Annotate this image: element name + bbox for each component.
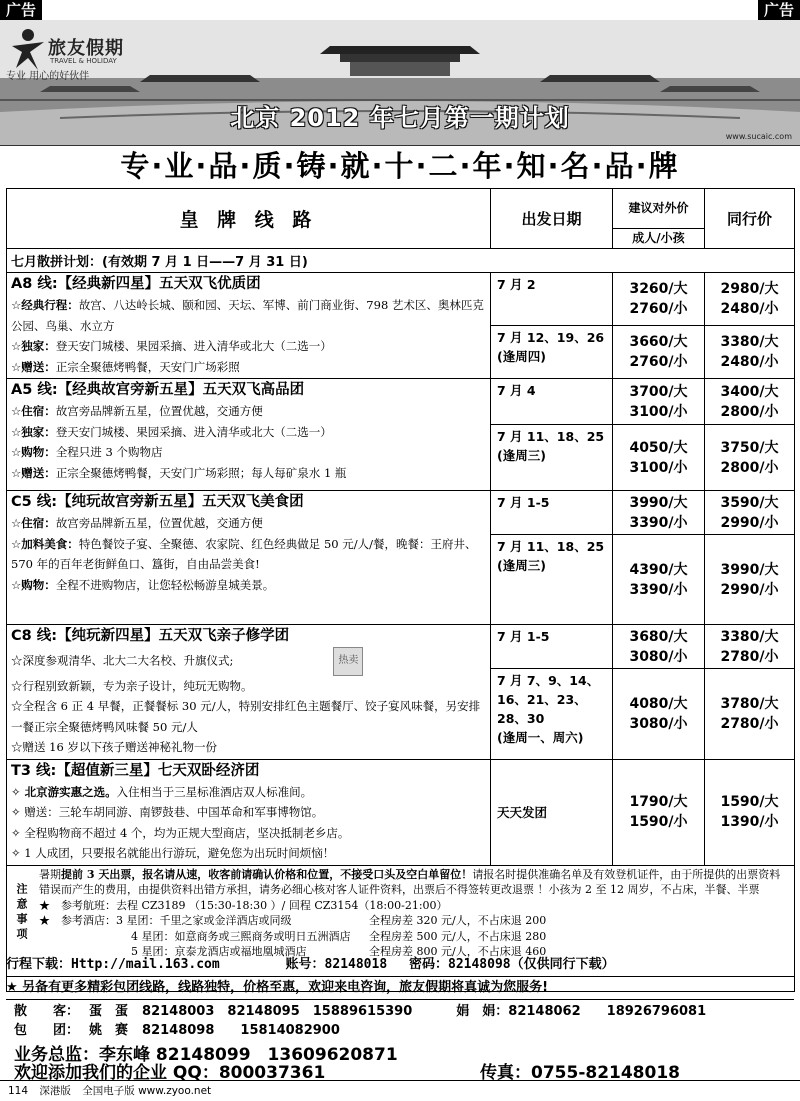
suggest-price: 1790/大 1590/小: [613, 759, 705, 865]
route-detail: ☆独家：登天安门城楼、果园采摘、进入清华或北大（二选一）: [11, 339, 332, 353]
header-date: 出发日期: [491, 189, 613, 249]
route-detail: ☆赠送：正宗全聚德烤鸭餐，天安门广场彩照: [11, 359, 240, 374]
flight-info: ★ 参考航班：去程 CZ3189 （15:30-18:30 ）/ 回程 CZ3154（18:00-21:00）: [39, 898, 448, 912]
departure-date: 7 月 11、18、25 (逢周三): [491, 535, 613, 625]
suggest-price: 3260/大 2760/小: [613, 273, 705, 326]
header-route: 皇 牌 线 路: [7, 189, 491, 249]
route-title: C5 线:【纯玩故宫旁新五星】五天双飞美食团: [11, 494, 304, 510]
route-detail: ✧ 北京游实惠之选。入住相当于三星标准酒店双人标准间。: [11, 784, 313, 799]
hotel-row: 5 星团：京泰龙酒店或福地凰城酒店 全程房差 800 元/人，不占床退 460: [131, 945, 547, 958]
peer-price: 2980/大 2480/小: [705, 273, 795, 326]
contact-row: 散 客： 蛋 蛋 82148003 82148095 15889615390 娟 娟： 82148062 18926796081: [14, 1004, 707, 1019]
suggest-price: 4050/大 3100/小: [613, 425, 705, 491]
photo-credit: www.sucaic.com: [725, 132, 792, 141]
header-suggest-price: 建议对外价: [613, 189, 705, 229]
route-a5: [7, 379, 491, 491]
route-title: T3 线:【超值新三星】七天双卧经济团: [11, 762, 260, 779]
route-title: A5 线:【经典故宫旁新五星】五天双飞高品团: [11, 382, 305, 398]
header-banner: [0, 20, 800, 146]
suggest-price: 4080/大 3080/小: [613, 669, 705, 759]
header-adult-child: 成人/小孩: [613, 229, 705, 249]
page-footer: [0, 1080, 800, 1101]
notes-label: 注意事项: [15, 883, 28, 943]
route-detail: ☆全程含 6 正 4 早餐，正餐餐标 30 元/人，特别安排红色主题餐厅、饺子宴风味餐，另安排一餐正宗全聚德烤鸭风味餐 50 元/人: [11, 699, 481, 734]
route-detail: ☆独家：登天安门城楼、果园采摘、进入清华或北大（二选一）: [11, 424, 332, 439]
peer-price: 3590/大 2990/小: [705, 491, 795, 535]
ad-label-right: 广告: [758, 0, 800, 20]
notes-body: [35, 866, 794, 961]
contacts: [14, 1002, 794, 1040]
route-detail: ✧ 全程购物商不超过 4 个，均为正规大型商店，坚决抵制老乡店。: [11, 825, 350, 840]
download-password: 密码：82148098（仅供同行下载）: [409, 957, 615, 972]
route-c5: [7, 491, 491, 625]
suggest-price: 3660/大 2760/小: [613, 326, 705, 379]
route-detail: ☆住宿：故宫旁品牌新五星，位置优越，交通方便: [11, 516, 263, 530]
departure-date: 7 月 4: [491, 379, 613, 425]
peer-price: 3750/大 2800/小: [705, 425, 795, 491]
route-title: A8 线:【经典新四星】五天双飞优质团: [11, 276, 261, 292]
route-detail: ☆行程别致新颖，专为亲子设计，纯玩无购物。: [11, 678, 253, 693]
promo-banner: ★ 另备有更多精彩包团线路，线路独特，价格至惠，欢迎来电咨询，旅友假期将真诚为您服务!: [6, 976, 794, 1000]
hotel-row: ★ 参考酒店：3 星团：千里之家或金洋酒店或同级 全程房差 320 元/人，不占床退 200: [39, 914, 547, 927]
page-title: 北京 2012 年七月第一期计划: [230, 104, 570, 132]
hot-sale-stamp: 热卖: [333, 647, 363, 676]
brand-logo: [4, 20, 134, 80]
plan-period: 七月散拼计划：(有效期 7 月 1 日——7 月 31 日): [7, 249, 795, 273]
route-detail: ☆经典行程：故宫、八达岭长城、颐和园、天坛、军博、前门商业街、798 艺术区、奥林匹克公园、鸟巢、水立方: [11, 298, 484, 333]
brand-name-en: TRAVEL & HOLIDAY: [50, 57, 117, 65]
brand-name: 旅友假期: [48, 38, 124, 59]
route-t3: [7, 759, 491, 865]
suggest-price: 4390/大 3390/小: [613, 535, 705, 625]
route-detail: ✧ 赠送：三轮车胡同游、南锣鼓巷、中国革命和军事博物馆。: [11, 805, 324, 819]
hotel-row: 4 星团：如意商务或三熙商务或明日五洲酒店 全程房差 500 元/人，不占床退 280: [131, 929, 547, 943]
departure-date: 7 月 1-5: [491, 625, 613, 669]
route-detail: ☆购物：全程不进购物店，让您轻松畅游皇城美景。: [11, 577, 275, 592]
route-a8: [7, 273, 491, 379]
route-detail: ☆深度参观清华、北大二大名校、升旗仪式; 热卖: [11, 647, 486, 676]
site-link[interactable]: 全国电子版 www.zyoo.net: [82, 1085, 212, 1097]
header-peer-price: 同行价: [705, 189, 795, 249]
notes-paragraph: 暑期提前 3 天出票，报名请从速，收客前请确认价格和位置，不接受口头及空白单留位！请报名时提供准确名单及有效登机证件，由于所提供的出票资料错误而产生的费用，由提供资料出错方承担，请务必细心核对客人证件资料，出票后不得签转更改退票 ！小孩为 2 至 12 周岁，不占床，半餐、半票: [39, 867, 781, 896]
peer-price: 3380/大 2480/小: [705, 326, 795, 379]
suggest-price: 3700/大 3100/小: [613, 379, 705, 425]
itinerary-table: [6, 188, 795, 992]
peer-price: 3990/大 2990/小: [705, 535, 795, 625]
edition-label: 深港版: [39, 1085, 71, 1097]
departure-date: 7 月 2: [491, 273, 613, 326]
fax-line: 传真：0755-82148018: [480, 1063, 680, 1083]
departure-date: 7 月 7、9、14、16、21、23、28、30 (逢周一、周六): [491, 669, 613, 759]
download-link[interactable]: 行程下载：Http://mail.163.com: [6, 957, 220, 972]
route-detail: ☆赠送 16 岁以下孩子赠送神秘礼物一份: [11, 740, 217, 754]
peer-price: 3780/大 2780/小: [705, 669, 795, 759]
route-title: C8 线:【纯玩新四星】五天双飞亲子修学团: [11, 628, 290, 644]
departure-date: 7 月 12、19、26 (逢周四): [491, 326, 613, 379]
ad-label-left: 广告: [0, 0, 42, 20]
route-detail: ☆赠送：正宗全聚德烤鸭餐，天安门广场彩照；每人每矿泉水 1 瓶: [11, 465, 347, 480]
download-account: 账号：82148018: [285, 957, 388, 972]
route-detail: ☆购物：全程只进 3 个购物店: [11, 445, 163, 459]
download-line: [6, 956, 794, 974]
brand-slogan: 专业 用心的好伙伴: [6, 71, 90, 82]
route-detail: ☆住宿：故宫旁品牌新五星，位置优越，交通方便: [11, 404, 263, 418]
peer-price: 1590/大 1390/小: [705, 759, 795, 865]
qq-line: 欢迎添加我们的企业 QQ：800037361: [14, 1063, 326, 1083]
route-detail: ☆加料美食：特色餐饺子宴、全聚德、农家院、红色经典做足 50 元/人/餐，晚餐：王府井、570 年的百年老街鲜鱼口、簋街，自由品尝美食!: [11, 536, 477, 571]
contact-row: 包 团： 姚 赛 82148098 15814082900: [14, 1023, 340, 1038]
page-number: 114: [8, 1085, 29, 1097]
departure-date: 7 月 1-5: [491, 491, 613, 535]
tagline: 专·业·品·质·铸·就·十·二·年·知·名·品·牌: [120, 149, 680, 183]
business-director: 业务总监：李东峰 82148099 13609620871: [14, 1045, 398, 1065]
departure-date: 7 月 11、18、25 (逢周三): [491, 425, 613, 491]
peer-price: 3380/大 2780/小: [705, 625, 795, 669]
traveler-icon: [8, 26, 48, 72]
route-detail: ✧ 1 人成团，只要报名就能出行游玩，避免您为出玩时间烦恼！: [11, 846, 335, 860]
suggest-price: 3680/大 3080/小: [613, 625, 705, 669]
suggest-price: 3990/大 3390/小: [613, 491, 705, 535]
peer-price: 3400/大 2800/小: [705, 379, 795, 425]
route-c8: [7, 625, 491, 760]
departure-date: 天天发团: [491, 759, 613, 865]
